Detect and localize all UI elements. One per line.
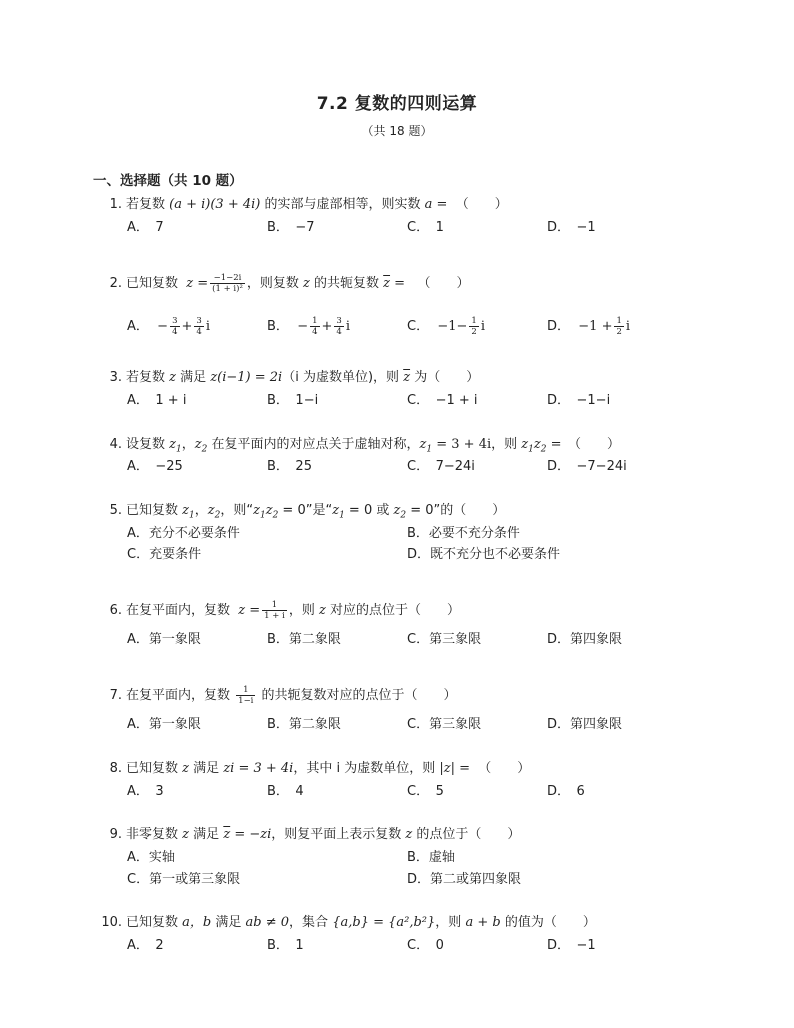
math-expression: a + b <box>465 915 501 930</box>
stem-text: 的点位于（ ） <box>416 827 521 842</box>
question-number: 7. <box>109 688 122 703</box>
fraction <box>170 316 179 337</box>
answer-paren: = （ ） <box>550 437 621 452</box>
option-c[interactable]: C． 0 <box>407 938 444 953</box>
fraction-denominator: 1−i <box>238 696 254 706</box>
option-d[interactable]: D．第四象限 <box>547 632 623 647</box>
separator: ， <box>194 503 208 518</box>
option-label: A． <box>127 319 149 334</box>
stem-text: 的共轭复数 <box>314 276 380 291</box>
fraction <box>334 316 343 337</box>
stem-text: 已知复数 <box>126 761 179 776</box>
question-stem <box>106 437 620 458</box>
math-expression: −1− <box>437 319 468 334</box>
math-variable: z <box>253 503 260 518</box>
subscript: 2 <box>214 510 221 521</box>
question-number: 4. <box>109 437 122 452</box>
question-stem <box>106 370 479 386</box>
option-b[interactable]: B．虚轴 <box>407 850 455 865</box>
math-z2 <box>207 503 221 521</box>
subscript: 2 <box>400 510 407 521</box>
subscript: 1 <box>189 510 195 521</box>
option-a[interactable]: A．充分不必要条件 <box>127 526 240 541</box>
stem-text: = 0”是“ <box>278 503 333 518</box>
option-c[interactable]: C．第一或第三象限 <box>127 872 241 887</box>
option-c[interactable]: C． 7−24i <box>407 459 475 474</box>
subscript: 2 <box>272 510 279 521</box>
fraction <box>236 685 255 706</box>
question-stem <box>106 503 505 524</box>
math-z1 <box>182 503 195 521</box>
subscript: 2 <box>201 444 208 455</box>
stem-text: 的共轭复数对应的点位于（ ） <box>261 688 457 703</box>
math-expression: zi = 3 + 4i <box>223 761 294 776</box>
stem-text: 已知复数 <box>126 503 179 518</box>
stem-text: ，其中 i 为虚数单位，则 <box>293 761 436 776</box>
answer-paren: （ ） <box>417 276 470 291</box>
fraction-denominator: 4 <box>312 327 318 337</box>
stem-text: 满足 <box>193 761 220 776</box>
option-a[interactable]: A．第一象限 <box>127 632 201 647</box>
option-c[interactable]: C．第三象限 <box>407 632 482 647</box>
question-stem <box>106 685 457 706</box>
math-expression: z(i−1) = 2i <box>210 370 283 385</box>
option-b[interactable]: B． 25 <box>267 459 312 474</box>
stem-text: = 0”的（ ） <box>406 503 506 518</box>
math-variable: z <box>169 370 177 385</box>
stem-text: 设复数 <box>126 437 166 452</box>
option-a[interactable]: A． 3 <box>127 784 164 799</box>
math-expression: {a,b} = {a²,b²} <box>332 915 436 930</box>
math-expression: (a + i)(3 + 4i) <box>169 197 261 212</box>
math-variable: z <box>332 503 340 518</box>
subscript: 2 <box>540 444 547 455</box>
option-label: D． <box>547 319 571 334</box>
fraction-denominator: 4 <box>172 327 178 337</box>
page-title: 7.2 复数的四则运算 <box>316 94 478 114</box>
stem-text: 非零复数 <box>126 827 179 842</box>
math-expression: z = <box>238 603 261 618</box>
math-expression: − <box>157 319 169 334</box>
question-number: 5. <box>109 503 122 518</box>
stem-text: ，则复平面上表示复数 <box>271 827 402 842</box>
math-expression: a = <box>424 197 448 212</box>
stem-text: 已知复数 <box>126 915 179 930</box>
fraction <box>262 600 287 621</box>
stem-text: 在复平面内，复数 <box>126 603 231 618</box>
subscript: 1 <box>528 444 534 455</box>
fraction-denominator: (1 + i)² <box>212 284 243 294</box>
math-expression: i <box>345 319 351 334</box>
math-expression: = 3 + 4i，则 <box>436 437 518 452</box>
option-b[interactable]: B． 1−i <box>267 393 319 408</box>
fraction <box>210 273 245 294</box>
option-d[interactable]: D．既不充分也不必要条件 <box>407 547 561 562</box>
fraction-denominator: 2 <box>471 327 477 337</box>
math-variable: z <box>419 437 427 452</box>
fraction-numerator: 1 <box>262 600 287 611</box>
option-d[interactable]: D． −1 <box>547 938 596 953</box>
fraction-numerator: 1 <box>471 316 477 326</box>
option-b[interactable] <box>267 316 350 337</box>
stem-text: ，则 <box>435 915 462 930</box>
question-number: 8. <box>109 761 122 776</box>
stem-text: （i 为虚数单位)，则 <box>282 370 400 385</box>
math-conjugate: $\overline{z}$ <box>403 370 411 385</box>
question-number: 9. <box>109 827 122 842</box>
stem-text: 若复数 <box>126 370 166 385</box>
math-variable: z <box>303 276 310 291</box>
math-expression: ab ≠ 0 <box>245 915 290 930</box>
math-expression: i <box>625 319 631 334</box>
fraction-numerator: 1 <box>312 316 318 326</box>
option-label: B． <box>267 319 289 334</box>
math-expression: i <box>480 319 485 334</box>
stem-text: 若复数 <box>126 197 166 212</box>
math-z1 <box>332 503 345 521</box>
option-c[interactable]: C． −1 + i <box>407 393 478 408</box>
option-c[interactable] <box>407 316 485 337</box>
option-label: C． <box>407 319 430 334</box>
option-b[interactable]: B．第二象限 <box>267 717 341 732</box>
math-variable: z <box>521 437 529 452</box>
math-expression: z = <box>186 276 209 291</box>
option-d[interactable]: D． 6 <box>547 784 585 799</box>
question-stem <box>100 915 596 931</box>
math-variable: z <box>182 761 190 776</box>
question-number: 1. <box>109 197 122 212</box>
fraction-numerator: −1−2i <box>210 273 245 284</box>
option-d[interactable]: D． −1 <box>547 220 596 235</box>
stem-text: 满足 <box>193 827 220 842</box>
math-expression: + <box>181 319 193 334</box>
math-expression: |z| = <box>439 761 471 776</box>
math-z2 <box>393 503 407 521</box>
stem-text: 对应的点位于（ ） <box>329 603 460 618</box>
math-variable: z <box>194 437 202 452</box>
subscript: 1 <box>339 510 345 521</box>
stem-text: = 0 或 <box>344 503 394 518</box>
fraction-denominator: 4 <box>336 327 342 337</box>
fraction-numerator: 3 <box>336 316 342 326</box>
subscript: 1 <box>426 444 433 455</box>
math-expression: = <box>394 276 406 291</box>
stem-text: ，则复数 <box>246 276 299 291</box>
option-a[interactable]: A． 7 <box>127 220 164 235</box>
math-variable: z <box>265 503 273 518</box>
math-product <box>521 437 547 455</box>
math-expression: −1 + <box>578 319 613 334</box>
question-number: 10. <box>101 915 122 930</box>
math-variable: z <box>533 437 541 452</box>
fraction-numerator: 3 <box>172 316 178 326</box>
math-expression: + <box>321 319 333 334</box>
math-product <box>253 503 279 521</box>
option-a[interactable]: A． 1 + i <box>127 393 187 408</box>
question-number: 3. <box>109 370 122 385</box>
answer-paren: （ ） <box>455 197 508 212</box>
option-b[interactable]: B． 4 <box>267 784 304 799</box>
option-a[interactable]: A．第一象限 <box>127 717 201 732</box>
question-stem <box>106 197 508 213</box>
stem-text: 在复平面内的对应点关于虚轴对称， <box>211 437 420 452</box>
option-d[interactable]: D． −1−i <box>547 393 611 408</box>
stem-text: ，则 <box>288 603 315 618</box>
math-variable: z <box>318 603 326 618</box>
option-d[interactable]: D．第二或第四象限 <box>407 872 522 887</box>
math-variable: z <box>182 827 190 842</box>
fraction-numerator: 3 <box>196 316 202 326</box>
math-variable: z <box>207 503 215 518</box>
option-c[interactable]: C．充要条件 <box>127 547 202 562</box>
option-b[interactable]: B．必要不充分条件 <box>407 526 520 541</box>
option-c[interactable]: C．第三象限 <box>407 717 482 732</box>
fraction <box>194 316 203 337</box>
answer-paren: （ ） <box>478 761 531 776</box>
page-subtitle: （共 18 题） <box>361 124 433 138</box>
math-variable: z <box>393 503 401 518</box>
question-stem <box>106 600 460 621</box>
fraction-denominator: 2 <box>616 327 622 337</box>
math-z2 <box>194 437 208 455</box>
question-number: 2. <box>109 276 122 291</box>
stem-text: 满足 <box>180 370 207 385</box>
option-b[interactable]: B． 1 <box>267 938 304 953</box>
stem-text: ，则“ <box>220 503 254 518</box>
fraction <box>614 316 623 337</box>
stem-text: 的实部与虚部相等，则实数 <box>264 197 421 212</box>
stem-text: 在复平面内，复数 <box>126 688 231 703</box>
question-number: 6. <box>109 603 122 618</box>
fraction-denominator: 4 <box>196 327 202 337</box>
option-d[interactable]: D． −7−24i <box>547 459 627 474</box>
math-expression: = −zi <box>234 827 272 842</box>
math-conjugate: $\overline{z}$ <box>223 827 231 842</box>
question-stem <box>106 273 470 294</box>
stem-text: 的值为（ ） <box>504 915 596 930</box>
option-a[interactable]: A．实轴 <box>127 850 175 865</box>
option-d[interactable]: D．第四象限 <box>547 717 623 732</box>
fraction-numerator: 1 <box>236 685 255 696</box>
fraction <box>469 316 478 337</box>
option-a[interactable]: A． 2 <box>127 938 164 953</box>
option-b[interactable]: B．第二象限 <box>267 632 341 647</box>
subscript: 1 <box>176 444 182 455</box>
section-heading: 一、选择题（共 10 题） <box>93 173 243 189</box>
question-stem <box>106 827 520 843</box>
stem-text: 为（ ） <box>414 370 480 385</box>
stem-text: 已知复数 <box>126 276 179 291</box>
option-d[interactable] <box>547 316 630 337</box>
question-stem <box>106 761 530 777</box>
option-c[interactable]: C． 5 <box>407 784 444 799</box>
math-variable: z <box>182 503 190 518</box>
option-b[interactable]: B． −7 <box>267 220 315 235</box>
math-expression: i <box>205 319 210 334</box>
math-expression: − <box>297 319 309 334</box>
math-conjugate: $\overline{z}$ <box>383 276 391 291</box>
fraction-numerator: 1 <box>616 316 622 326</box>
option-a[interactable]: A． −25 <box>127 459 183 474</box>
separator: ， <box>181 437 195 452</box>
stem-text: ，集合 <box>289 915 329 930</box>
math-z1 <box>419 437 433 455</box>
math-variable: z <box>169 437 177 452</box>
fraction <box>310 316 319 337</box>
stem-text: 满足 <box>215 915 242 930</box>
option-a[interactable] <box>127 316 210 337</box>
option-c[interactable]: C． 1 <box>407 220 444 235</box>
math-expression: a，b <box>182 915 212 930</box>
subscript: 1 <box>259 510 266 521</box>
math-z1 <box>169 437 182 455</box>
fraction-denominator: 1 + i <box>264 611 285 621</box>
math-variable: z <box>405 827 413 842</box>
